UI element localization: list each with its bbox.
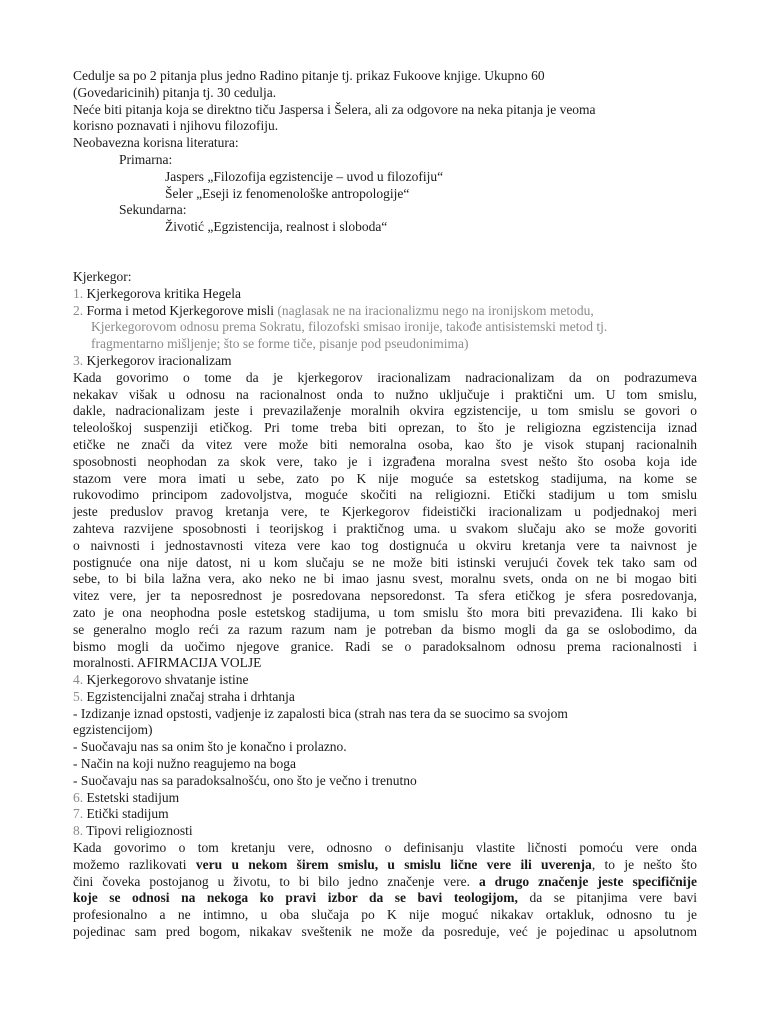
text-run: da se pitanjima vere bavi xyxy=(517,890,697,906)
paragraph-line: teleološkoj suspenziji etičkog. Pri tome treba biti oprezan, to što je religiozna egzistencija iznad xyxy=(73,420,697,436)
paragraph-line: o naivnosti i jednostavnosti viteza vere kao tog dostignuća u okviru kretanja vere ta naivnost je xyxy=(73,537,697,553)
literature-heading: Neobavezna korisna literatura: xyxy=(73,135,239,151)
intro-line: korisno poznavati i njihovu filozofiju. xyxy=(73,118,279,134)
paragraph-line: pojedinac sam pred bogom, nikakav sveštenik ne može da posreduje, već je pojedinac u apsolutnom xyxy=(73,924,697,940)
paragraph-line: bismo mogli da uočimo njegove granice. Radi se o paradoksalnom odnosu prema racionalnosti i xyxy=(73,638,697,654)
list-item-note: (naglasak ne na iracionalizmu nego na ironijskom metodu, xyxy=(277,302,594,318)
list-number: 8. xyxy=(73,823,84,839)
list-number: 3. xyxy=(73,352,84,368)
paragraph-line: sebe, to bi bila lažna vera, ako neko ne bi imao jasnu svest, moralnu svets, onda on ne bi mogao biti xyxy=(73,571,697,587)
spacer xyxy=(73,236,697,269)
primary-literature-item: Jaspers „Filozofija egzistencije – uvod u filozofiju“ xyxy=(165,168,444,184)
list-item xyxy=(73,672,697,689)
intro-line: Cedulje sa po 2 pitanja plus jedno Radino pitanje tj. prikaz Fukoove knjige. Ukupno 60 xyxy=(73,68,545,83)
bold-text-run: a drugo značenje jeste specifičnije xyxy=(478,873,697,889)
bullet-line: egzistencijom) xyxy=(73,722,153,738)
bold-text-run: koje se odnosi na nekoga ko pravi izbor da se bavi teologijom, xyxy=(73,890,518,906)
paragraph-line: vitez vere, jer ta neposrednost je posredovana nepsoredonst. Ta sfera etičkog je sfera posredovanja, xyxy=(73,588,697,604)
list-number: 2. xyxy=(73,302,84,318)
intro-line: (Govedaricinih) pitanja tj. 30 cedulja. xyxy=(73,84,277,100)
paragraph-line xyxy=(73,890,697,907)
list-item-label: Estetski stadijum xyxy=(86,789,180,805)
paragraph-line xyxy=(73,874,697,891)
secondary-literature-label: Sekundarna: xyxy=(119,202,187,218)
bullet-line: - Suočavaju nas sa onim što je konačno i prolazno. xyxy=(73,739,347,755)
list-item xyxy=(73,790,697,807)
bullet-line: - Suočavaju nas sa paradoksalnošću, ono što je večno i trenutno xyxy=(73,772,417,788)
list-item xyxy=(73,806,697,823)
paragraph-line: Kada govorimo o tome da je kjerkegorov iracionalizam nadracionalizam da on podrazumeva xyxy=(73,369,697,385)
bullet-line: - Izdizanje iznad opstosti, vadjenje iz zapalosti bica (strah nas tera da se suocimo sa svojom xyxy=(73,705,568,721)
paragraph-line: nekakav višak u odnosu na racionalnost onda to nužno uključuje i praktični um. U tom smislu, xyxy=(73,386,697,402)
list-item xyxy=(73,353,697,370)
text-run: čini čoveka postojanog u životu, to bi bilo jedno značenje vere. xyxy=(73,873,479,889)
list-item-label: Tipovi religioznosti xyxy=(86,823,193,839)
list-item-label: Forma i metod Kjerkegorove misli xyxy=(86,302,274,318)
paragraph-line: zato je ona neophodna posle estetskog stadijuma, u tom smislu što mora biti prevaziđena. Ili kako bi xyxy=(73,604,697,620)
paragraph-line: postignuće ona nije datost, ni u kom slučaju se ne može biti istinski verujući čovek tek tako sam od xyxy=(73,554,697,570)
list-number: 5. xyxy=(73,688,84,704)
paragraph-line: profesionalno a ne intimno, u oba slučaja po K nije moguć nikakav ortakluk, odnosno tu je xyxy=(73,907,697,923)
paragraph-line: dakle, nadracionalizam jeste i prevazilaženje moralnih okvira egzistencije, u tom smislu se govori o xyxy=(73,403,697,419)
paragraph xyxy=(73,370,697,672)
intro-line: Neće biti pitanja koja se direktno tiču Jaspersa i Šelera, ali za odgovore na neka pitanja je veoma xyxy=(73,101,596,117)
list-item-note: fragmentarno mišljenje; što se forme tiče, pisanje pod pseudonimima) xyxy=(91,336,469,352)
list-number: 6. xyxy=(73,789,84,805)
paragraph-line xyxy=(73,857,697,874)
bold-text-run: veru u nekom širem smislu, u smislu lične vere ili uverenja xyxy=(195,856,592,872)
text-run: , to je nešto što xyxy=(591,856,698,872)
paragraph-line: sposobnosti neophodan za skok vere, tako je i izgrađena moralna svest nešto što osoba koja ide xyxy=(73,453,697,469)
paragraph xyxy=(73,840,697,941)
list-item xyxy=(73,689,697,706)
primary-literature-label: Primarna: xyxy=(119,151,173,167)
document-page xyxy=(73,68,697,941)
list-item xyxy=(73,303,697,320)
list-item xyxy=(73,286,697,303)
list-item xyxy=(73,823,697,840)
paragraph-line: zahteva razvijene sposobnosti i teorijskog i praktičnog uma. u svakom slučaju ako se može govoriti xyxy=(73,520,697,536)
list-item-label: Etički stadijum xyxy=(86,806,169,822)
paragraph-line: moralnosti. AFIRMACIJA VOLJE xyxy=(73,655,262,671)
list-item-label: Egzistencijalni značaj straha i drhtanja xyxy=(86,688,295,704)
paragraph-line: se generalno moglo reći za razum razum nam je potreban da bismo mogli da ga se oslobodimo, da xyxy=(73,621,697,637)
list-item-label: Kjerkegorova kritika Hegela xyxy=(86,285,241,301)
primary-literature-item: Šeler „Eseji iz fenomenološke antropologije“ xyxy=(165,185,410,201)
list-number: 4. xyxy=(73,672,84,688)
paragraph-line: etičke ne znači da vitez vere može biti nemoralna osoba, kao što je visok stupanj racionalnih xyxy=(73,436,697,452)
list-item-label: Kjerkegorov iracionalizam xyxy=(86,352,232,368)
secondary-literature-item: Životić „Egzistencija, realnost i sloboda“ xyxy=(165,219,388,235)
bullet-line: - Način na koji nužno reagujemo na boga xyxy=(73,756,297,772)
text-run: možemo razlikovati xyxy=(73,856,196,872)
paragraph-line: Kada govorimo o tom kretanju vere, odnosno o definisanju vlastite ličnosti pomoću vere onda xyxy=(73,840,697,856)
paragraph-line: stazom vere mora imati u sebe, zato po K nije moguće sa estetskog stadijuma, na kome se xyxy=(73,470,697,486)
paragraph-line: jeste preduslov pravog kretanja vere, te Kjerkegorov fideistički iracionalizam u podjednakoj meri xyxy=(73,504,697,520)
list-item-note: Kjerkegorovom odnosu prema Sokratu, filozofski smisao ironije, takođe antisistemski metod tj. xyxy=(91,319,608,335)
section-heading: Kjerkegor: xyxy=(73,268,132,284)
list-item-label: Kjerkegorovo shvatanje istine xyxy=(86,672,249,688)
paragraph-line: rukovodimo principom zadovoljstva, moguće skočiti na religiozni. Etički stadijum u tom smislu xyxy=(73,487,697,503)
list-number: 1. xyxy=(73,285,84,301)
list-number: 7. xyxy=(73,806,84,822)
